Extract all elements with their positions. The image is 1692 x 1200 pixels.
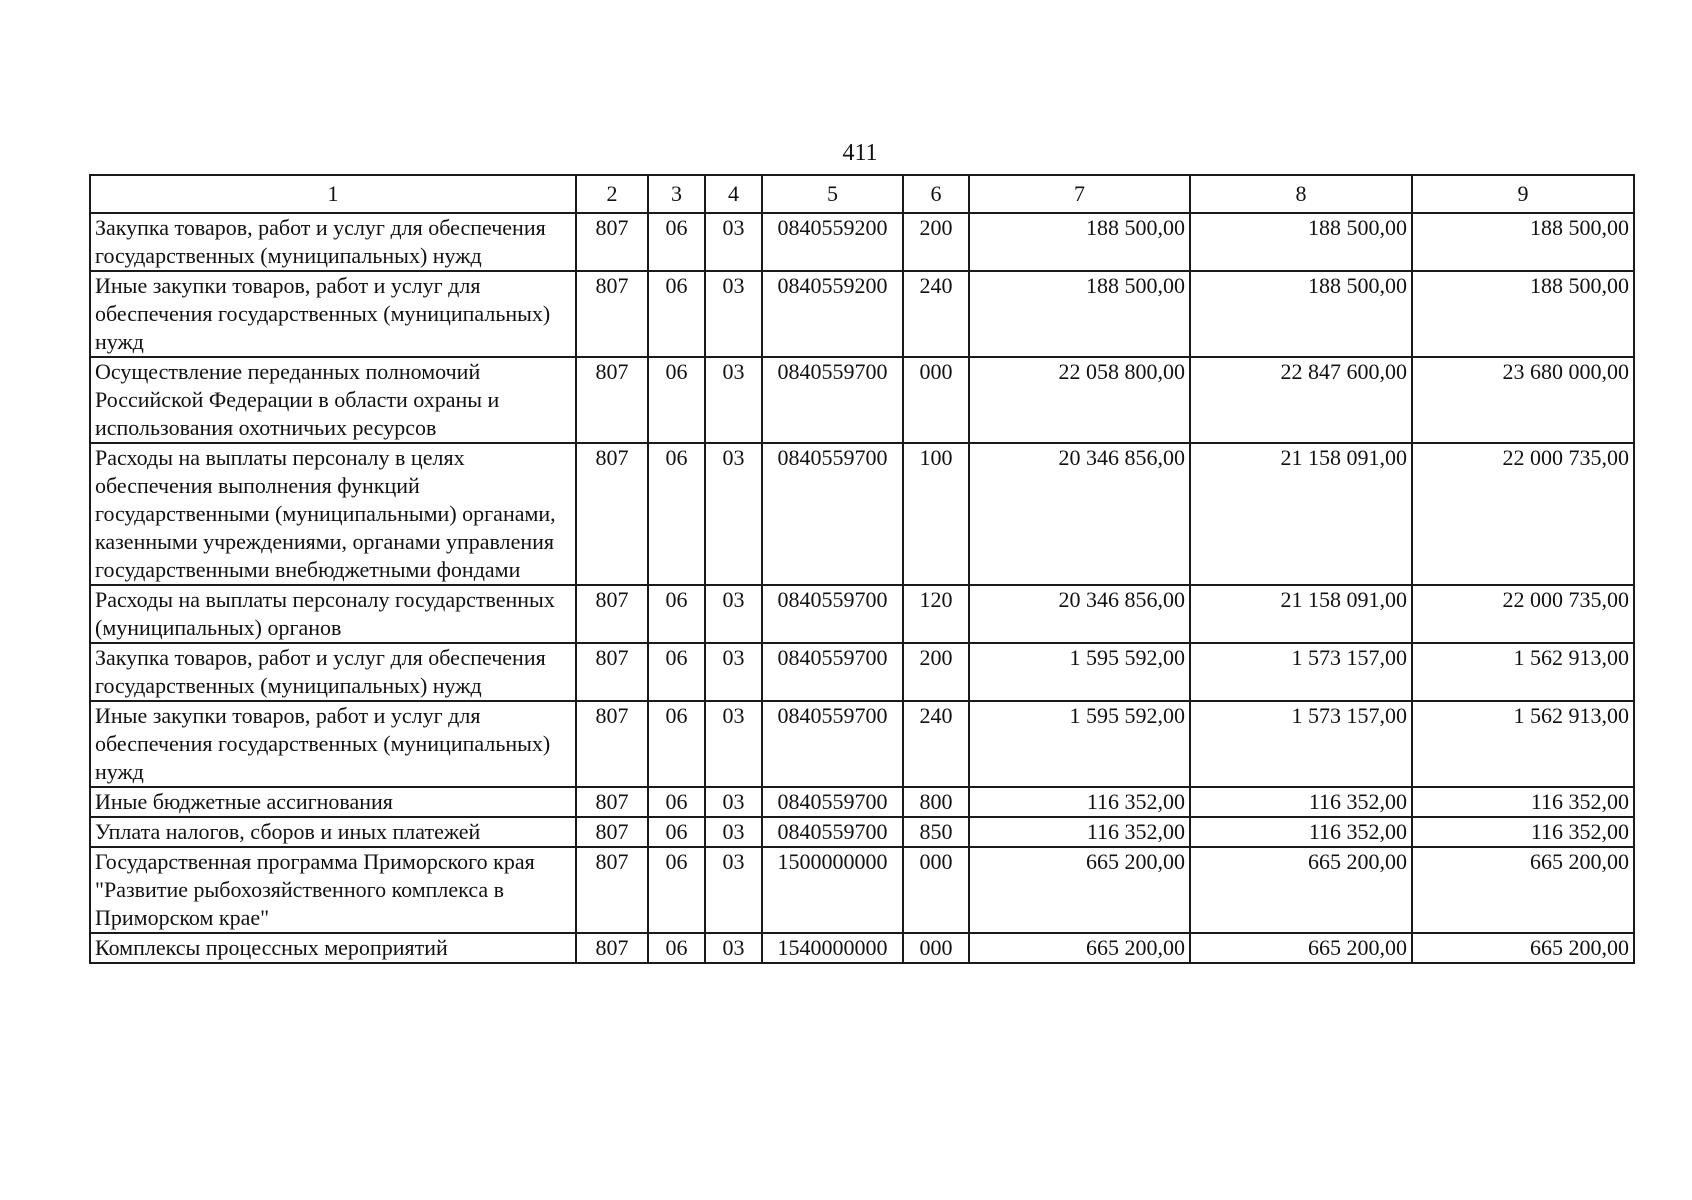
amount-column-9: 1 562 913,00 <box>1412 643 1634 701</box>
amount-column-9: 22 000 735,00 <box>1412 585 1634 643</box>
expense-type-code: 800 <box>903 787 969 817</box>
amount-column-8: 21 158 091,00 <box>1190 443 1412 585</box>
amount-column-7: 1 595 592,00 <box>969 701 1190 787</box>
expense-name: Иные бюджетные ассигнования <box>90 787 576 817</box>
expense-type-code: 200 <box>903 643 969 701</box>
section-code: 06 <box>648 443 705 585</box>
amount-column-9: 665 200,00 <box>1412 847 1634 933</box>
expense-type-code: 000 <box>903 933 969 963</box>
column-header-6: 6 <box>903 175 969 213</box>
amount-column-9: 188 500,00 <box>1412 213 1634 271</box>
expense-name: Иные закупки товаров, работ и услуг для обеспечения государственных (муниципальных) нужд <box>90 271 576 357</box>
amount-column-8: 22 847 600,00 <box>1190 357 1412 443</box>
ministry-code: 807 <box>576 787 648 817</box>
amount-column-7: 665 200,00 <box>969 847 1190 933</box>
column-header-4: 4 <box>705 175 762 213</box>
expense-type-code: 240 <box>903 701 969 787</box>
amount-column-7: 22 058 800,00 <box>969 357 1190 443</box>
subsection-code: 03 <box>705 213 762 271</box>
amount-column-7: 1 595 592,00 <box>969 643 1190 701</box>
table-row <box>90 443 1634 585</box>
target-article-code: 0840559700 <box>762 787 903 817</box>
amount-column-9: 1 562 913,00 <box>1412 701 1634 787</box>
column-header-3: 3 <box>648 175 705 213</box>
ministry-code: 807 <box>576 271 648 357</box>
section-code: 06 <box>648 701 705 787</box>
target-article-code: 0840559700 <box>762 643 903 701</box>
section-code: 06 <box>648 817 705 847</box>
amount-column-7: 20 346 856,00 <box>969 443 1190 585</box>
expense-name: Иные закупки товаров, работ и услуг для обеспечения государственных (муниципальных) нужд <box>90 701 576 787</box>
ministry-code: 807 <box>576 357 648 443</box>
ministry-code: 807 <box>576 443 648 585</box>
amount-column-8: 116 352,00 <box>1190 817 1412 847</box>
table-row <box>90 357 1634 443</box>
expense-name: Осуществление переданных полномочий Российской Федерации в области охраны и использования охотничьих ресурсов <box>90 357 576 443</box>
target-article-code: 0840559700 <box>762 701 903 787</box>
ministry-code: 807 <box>576 817 648 847</box>
page-number: 411 <box>842 140 878 166</box>
column-header-8: 8 <box>1190 175 1412 213</box>
expense-type-code: 000 <box>903 847 969 933</box>
amount-column-8: 665 200,00 <box>1190 933 1412 963</box>
column-header-7: 7 <box>969 175 1190 213</box>
expense-name: Закупка товаров, работ и услуг для обеспечения государственных (муниципальных) нужд <box>90 213 576 271</box>
expense-type-code: 100 <box>903 443 969 585</box>
table-row <box>90 271 1634 357</box>
table-row <box>90 817 1634 847</box>
column-header-1: 1 <box>90 175 576 213</box>
column-header-2: 2 <box>576 175 648 213</box>
target-article-code: 1500000000 <box>762 847 903 933</box>
section-code: 06 <box>648 357 705 443</box>
table-row <box>90 701 1634 787</box>
amount-column-7: 188 500,00 <box>969 271 1190 357</box>
subsection-code: 03 <box>705 847 762 933</box>
table-row <box>90 847 1634 933</box>
ministry-code: 807 <box>576 213 648 271</box>
amount-column-7: 665 200,00 <box>969 933 1190 963</box>
target-article-code: 0840559700 <box>762 443 903 585</box>
expense-type-code: 200 <box>903 213 969 271</box>
amount-column-8: 21 158 091,00 <box>1190 585 1412 643</box>
amount-column-7: 20 346 856,00 <box>969 585 1190 643</box>
section-code: 06 <box>648 585 705 643</box>
expense-name: Уплата налогов, сборов и иных платежей <box>90 817 576 847</box>
ministry-code: 807 <box>576 585 648 643</box>
ministry-code: 807 <box>576 933 648 963</box>
amount-column-9: 23 680 000,00 <box>1412 357 1634 443</box>
table-row <box>90 787 1634 817</box>
column-header-5: 5 <box>762 175 903 213</box>
subsection-code: 03 <box>705 585 762 643</box>
subsection-code: 03 <box>705 787 762 817</box>
amount-column-9: 22 000 735,00 <box>1412 443 1634 585</box>
table-row <box>90 933 1634 963</box>
section-code: 06 <box>648 271 705 357</box>
expense-name: Государственная программа Приморского края "Развитие рыбохозяйственного комплекса в Приморском крае" <box>90 847 576 933</box>
section-code: 06 <box>648 933 705 963</box>
target-article-code: 0840559200 <box>762 271 903 357</box>
target-article-code: 0840559700 <box>762 817 903 847</box>
amount-column-7: 116 352,00 <box>969 787 1190 817</box>
amount-column-9: 116 352,00 <box>1412 787 1634 817</box>
table-row <box>90 585 1634 643</box>
target-article-code: 0840559700 <box>762 585 903 643</box>
amount-column-8: 1 573 157,00 <box>1190 701 1412 787</box>
table-row <box>90 643 1634 701</box>
expense-name: Расходы на выплаты персоналу государственных (муниципальных) органов <box>90 585 576 643</box>
expense-name: Комплексы процессных мероприятий <box>90 933 576 963</box>
subsection-code: 03 <box>705 357 762 443</box>
subsection-code: 03 <box>705 701 762 787</box>
expense-type-code: 240 <box>903 271 969 357</box>
ministry-code: 807 <box>576 643 648 701</box>
amount-column-8: 116 352,00 <box>1190 787 1412 817</box>
subsection-code: 03 <box>705 443 762 585</box>
amount-column-9: 665 200,00 <box>1412 933 1634 963</box>
section-code: 06 <box>648 787 705 817</box>
table-row <box>90 213 1634 271</box>
target-article-code: 0840559200 <box>762 213 903 271</box>
ministry-code: 807 <box>576 701 648 787</box>
amount-column-8: 665 200,00 <box>1190 847 1412 933</box>
subsection-code: 03 <box>705 271 762 357</box>
amount-column-7: 116 352,00 <box>969 817 1190 847</box>
amount-column-8: 188 500,00 <box>1190 213 1412 271</box>
expense-name: Расходы на выплаты персоналу в целях обеспечения выполнения функций государственными (муниципальными) органами, казенными учреждениями, органами управления государственными внебюджетными фондами <box>90 443 576 585</box>
section-code: 06 <box>648 643 705 701</box>
expense-type-code: 120 <box>903 585 969 643</box>
section-code: 06 <box>648 213 705 271</box>
column-header-9: 9 <box>1412 175 1634 213</box>
amount-column-9: 116 352,00 <box>1412 817 1634 847</box>
expense-type-code: 000 <box>903 357 969 443</box>
expense-type-code: 850 <box>903 817 969 847</box>
section-code: 06 <box>648 847 705 933</box>
amount-column-7: 188 500,00 <box>969 213 1190 271</box>
subsection-code: 03 <box>705 643 762 701</box>
amount-column-9: 188 500,00 <box>1412 271 1634 357</box>
expense-name: Закупка товаров, работ и услуг для обеспечения государственных (муниципальных) нужд <box>90 643 576 701</box>
subsection-code: 03 <box>705 817 762 847</box>
ministry-code: 807 <box>576 847 648 933</box>
subsection-code: 03 <box>705 933 762 963</box>
amount-column-8: 1 573 157,00 <box>1190 643 1412 701</box>
header-row <box>90 175 1634 213</box>
table-body <box>90 213 1634 963</box>
target-article-code: 1540000000 <box>762 933 903 963</box>
budget-table <box>89 174 1635 964</box>
amount-column-8: 188 500,00 <box>1190 271 1412 357</box>
target-article-code: 0840559700 <box>762 357 903 443</box>
